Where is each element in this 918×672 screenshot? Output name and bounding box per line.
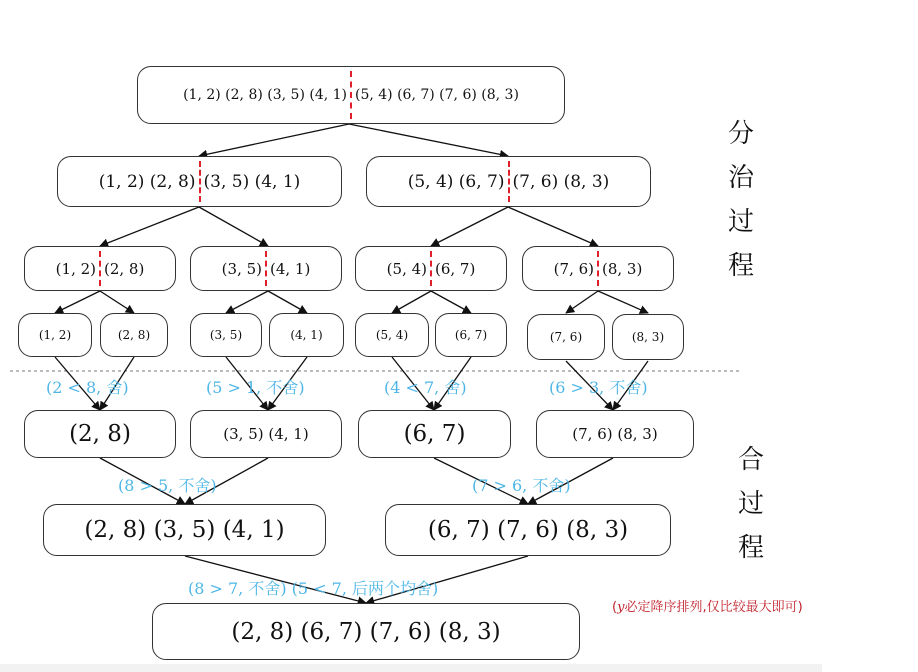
pair: (6, 7) bbox=[435, 259, 476, 278]
merge-node-step1 bbox=[190, 410, 342, 458]
leaf-node bbox=[100, 313, 168, 357]
arrow-l2-l3 bbox=[598, 291, 648, 313]
label-char: 合 bbox=[737, 445, 764, 475]
compare-note: (6 > 3, 不舍) bbox=[549, 378, 648, 397]
pair-group: (1, 2) (2, 8) (3, 5) (4, 1) bbox=[183, 87, 347, 103]
pair: (4, 1) bbox=[270, 259, 311, 278]
leaf-node bbox=[18, 313, 92, 357]
compare-note: (8 > 5, 不舍) bbox=[118, 476, 217, 495]
merge-node-step2 bbox=[43, 504, 326, 556]
pair: (7, 6) bbox=[553, 259, 594, 278]
pair: (1, 2) bbox=[55, 259, 96, 278]
pair: (5, 4) bbox=[386, 259, 427, 278]
final-pairs: (2, 8) (6, 7) (7, 6) (8, 3) bbox=[231, 618, 501, 645]
divide-node-l2 bbox=[355, 246, 507, 291]
arrow-l2-l3 bbox=[431, 291, 471, 313]
merged-pairs: (3, 5) (4, 1) bbox=[223, 425, 309, 443]
label-char: 程 bbox=[727, 251, 754, 281]
pair: (8, 3) bbox=[602, 259, 643, 278]
merge-node-step2 bbox=[385, 504, 671, 556]
arrow-l1-l2 bbox=[431, 207, 508, 246]
final-result-node bbox=[152, 603, 580, 660]
pair: (5, 4) bbox=[375, 328, 409, 342]
pair: (6, 7) bbox=[454, 328, 488, 342]
compare-note: (2 < 8, 舍) bbox=[46, 378, 129, 397]
divide-root-node bbox=[137, 66, 565, 124]
merged-pairs: (7, 6) (8, 3) bbox=[572, 425, 658, 443]
label-char: 过 bbox=[727, 207, 754, 237]
arrow-l1-l2 bbox=[100, 207, 199, 246]
merged-pairs: (2, 8) (3, 5) (4, 1) bbox=[84, 517, 285, 543]
merge-node-step1 bbox=[358, 410, 511, 458]
leaf-node bbox=[355, 313, 429, 357]
label-char: 程 bbox=[737, 533, 764, 563]
merged-pairs: (2, 8) bbox=[69, 421, 131, 447]
pair-group: (5, 4) (6, 7) (7, 6) (8, 3) bbox=[355, 87, 519, 103]
footnote-open: ( bbox=[612, 600, 618, 615]
split-divider bbox=[508, 161, 510, 202]
divide-node-l2 bbox=[24, 246, 176, 291]
arrow-l2-l3 bbox=[392, 291, 431, 313]
divide-node-l1-right bbox=[366, 156, 651, 207]
merged-pairs: (6, 7) (7, 6) (8, 3) bbox=[427, 517, 629, 543]
split-divider bbox=[199, 161, 201, 202]
divide-node-l1-left bbox=[57, 156, 342, 207]
arrow-l2-l3 bbox=[566, 291, 598, 313]
split-divider bbox=[430, 251, 432, 286]
split-divider bbox=[350, 71, 352, 119]
merge-phase-label bbox=[736, 438, 766, 570]
pair: (2, 8) bbox=[104, 259, 145, 278]
pair: (3, 5) bbox=[209, 328, 243, 342]
compare-note: (8 > 7, 不舍) (5 < 7, 后两个均舍) bbox=[188, 579, 439, 598]
label-char: 过 bbox=[737, 489, 764, 519]
pair-group: (7, 6) (8, 3) bbox=[512, 171, 610, 192]
compare-note: (5 > 1, 不舍) bbox=[206, 378, 305, 397]
leaf-node bbox=[435, 313, 507, 357]
pair: (4, 1) bbox=[290, 328, 323, 342]
merge-node-step1 bbox=[536, 410, 694, 458]
arrow-l2-l3 bbox=[226, 291, 268, 313]
pair: (3, 5) bbox=[221, 259, 262, 278]
pair-group: (3, 5) (4, 1) bbox=[203, 171, 301, 192]
pair-group: (5, 4) (6, 7) bbox=[407, 171, 505, 192]
pair-group: (1, 2) (2, 8) bbox=[98, 171, 196, 192]
arrow-l1-l2 bbox=[508, 207, 598, 246]
leaf-node bbox=[269, 313, 344, 357]
divide-phase-label bbox=[726, 112, 756, 288]
pair: (8, 3) bbox=[631, 330, 665, 344]
arrow-l2-l3 bbox=[100, 291, 134, 313]
pair: (1, 2) bbox=[38, 328, 72, 342]
divide-node-l2 bbox=[522, 246, 674, 291]
arrow-l2-l3 bbox=[268, 291, 307, 313]
footnote-var: y bbox=[617, 600, 625, 615]
footnote-text: 必定降序排列,仅比较最大即可) bbox=[624, 600, 803, 615]
compare-note: (7 > 6, 不舍) bbox=[472, 476, 571, 495]
leaf-node bbox=[612, 314, 684, 360]
merged-pairs: (6, 7) bbox=[403, 421, 466, 447]
merge-node-step1 bbox=[24, 410, 176, 458]
split-divider bbox=[597, 251, 599, 286]
split-divider bbox=[265, 251, 267, 286]
arrow-l0-l1-right bbox=[349, 124, 508, 156]
leaf-node bbox=[527, 314, 605, 360]
divide-node-l2 bbox=[190, 246, 342, 291]
compare-note: (4 < 7, 舍) bbox=[384, 378, 467, 397]
pair: (7, 6) bbox=[549, 330, 583, 344]
arrow-l0-l1-left bbox=[199, 124, 349, 156]
label-char: 分 bbox=[727, 119, 754, 149]
pair: (2, 8) bbox=[117, 328, 151, 342]
split-divider bbox=[99, 251, 101, 286]
leaf-node bbox=[190, 313, 262, 357]
footnote bbox=[612, 596, 803, 615]
arrow-l2-l3 bbox=[55, 291, 100, 313]
label-char: 治 bbox=[727, 163, 754, 193]
bottom-bar bbox=[0, 664, 822, 672]
arrow-l1-l2 bbox=[199, 207, 268, 246]
